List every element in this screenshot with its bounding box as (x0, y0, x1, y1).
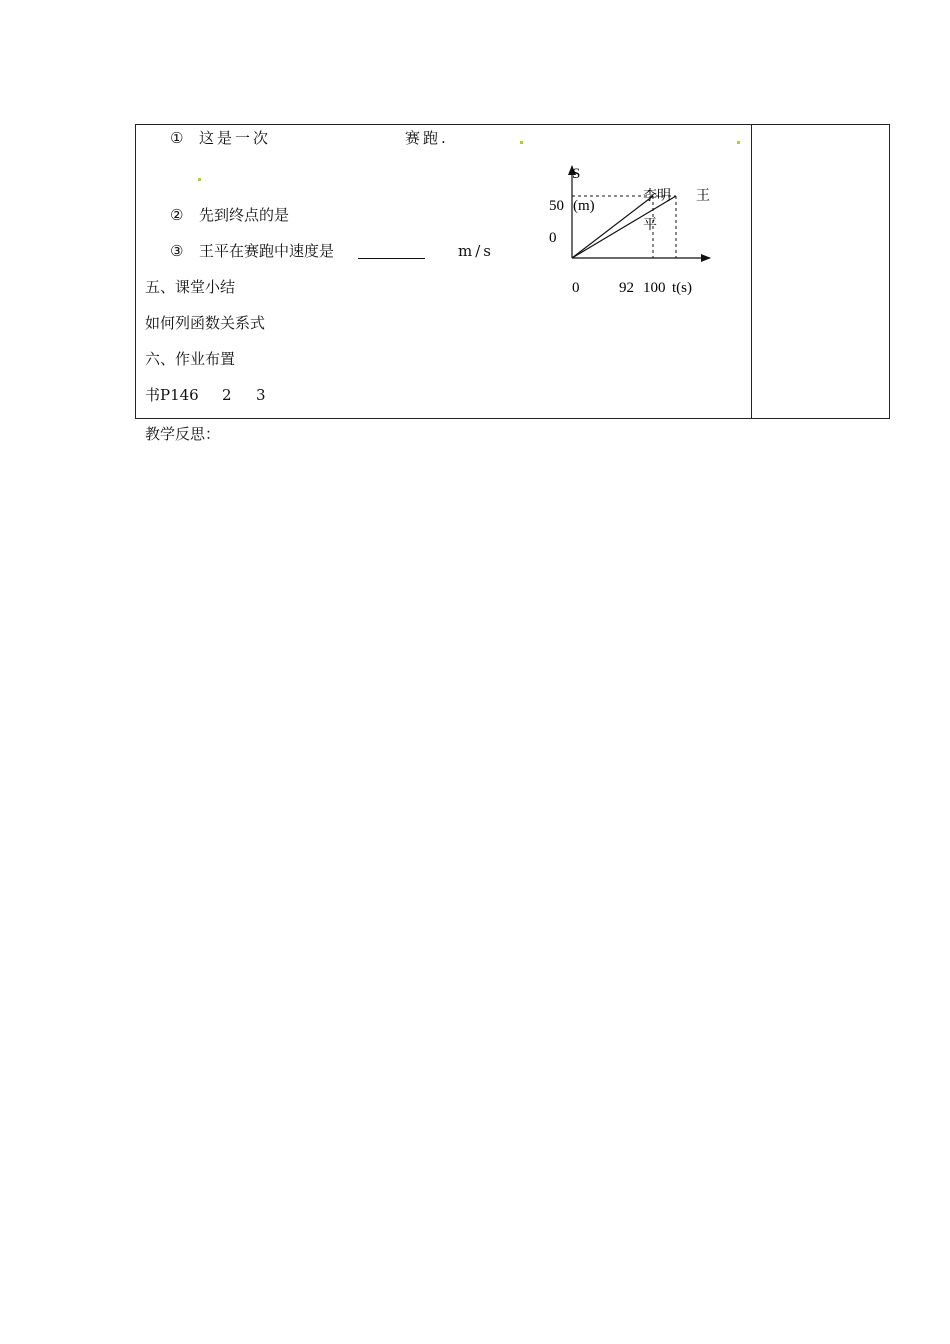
y-axis-label: S (572, 166, 581, 182)
homework-heading: 六、作业布置 (145, 350, 236, 368)
y-axis-unit: (m) (573, 198, 595, 214)
homework-problem-1: 2 (222, 386, 232, 404)
distance-time-graph (540, 160, 730, 305)
homework-book: 书P146 (145, 386, 199, 404)
summary-heading: 五、课堂小结 (145, 278, 236, 296)
item-2-number: ② (170, 206, 184, 224)
x-zero-label: 0 (572, 280, 580, 296)
summary-body: 如何列函数关系式 (145, 314, 266, 332)
table-column-divider (751, 124, 752, 419)
x-tick-100: 100 (643, 280, 666, 296)
series-label-ping: 平 (643, 217, 657, 233)
decorative-dot (520, 141, 523, 144)
y-value-50: 50 (549, 198, 564, 214)
x-axis-unit: t(s) (672, 280, 692, 296)
series-label-li-ming: 李明 (643, 188, 671, 204)
item-3-unit: m/s (458, 242, 494, 260)
answer-blank (358, 258, 425, 259)
teaching-reflection-label: 教学反思： (145, 425, 221, 443)
item-2-text: 先到终点的是 (199, 206, 290, 224)
item-1-number: ① (170, 129, 184, 147)
item-3-text: 王平在赛跑中速度是 (199, 242, 335, 260)
item-1-text-end: 赛跑. (405, 129, 449, 147)
item-1-text: 这是一次 (199, 129, 272, 147)
decorative-dot (737, 141, 740, 144)
homework-problem-2: 3 (256, 386, 266, 404)
lesson-table (135, 124, 890, 419)
y-value-0: 0 (549, 230, 557, 246)
series-label-wang: 王 (696, 188, 710, 204)
decorative-dot (198, 178, 201, 181)
item-3-number: ③ (170, 242, 184, 260)
x-tick-92: 92 (619, 280, 634, 296)
